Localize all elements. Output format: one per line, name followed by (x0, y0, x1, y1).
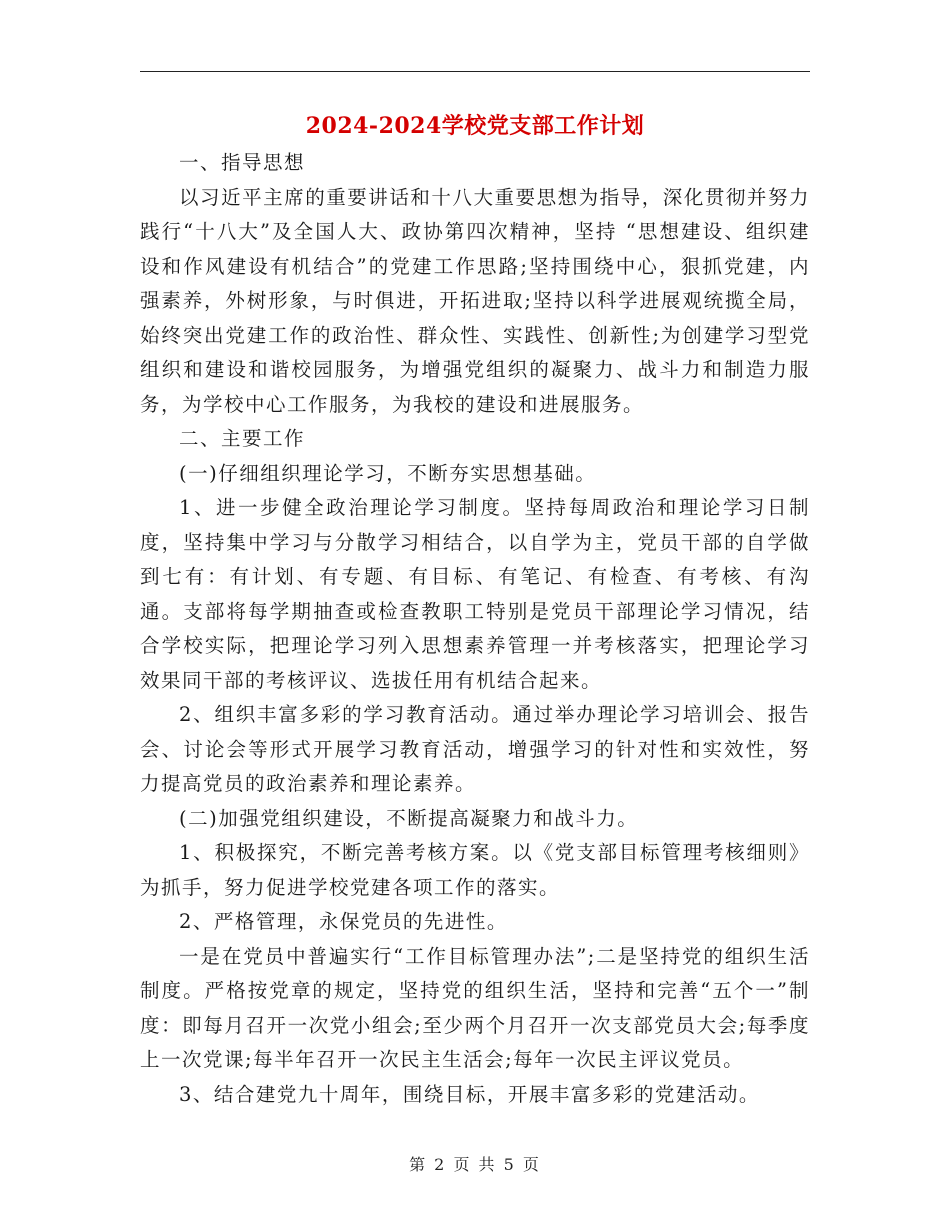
subheading: (二)加强党组织建设，不断提高凝聚力和战斗力。 (179, 806, 639, 830)
page-number: 第 2 页 共 5 页 (409, 1155, 541, 1174)
paragraph: 一是在党员中普遍实行“工作目标管理办法”;二是坚持党的组织生活制度。严格按党章的规定，坚持党的组织生活，坚持和完善“五个一”制度：即每月召开一次党小组会;至少两个月召开一次支部党员大会;每季度上一次党课;每半年召开一次民主生活会;每年一次民主评议党员。 (140, 944, 810, 1071)
paragraph: 2、严格管理，永保党员的先进性。 (179, 910, 508, 933)
paragraph: 1、积极探究，不断完善考核方案。以《党支部目标管理考核细则》为抓手，努力促进学校党建各项工作的落实。 (140, 841, 810, 899)
heading-guiding-thought: 一、指导思想 (179, 151, 306, 174)
paragraph: 1、进一步健全政治理论学习制度。坚持每周政治和理论学习日制度，坚持集中学习与分散学习相结合，以自学为主，党员干部的自学做到七有：有计划、有专题、有目标、有笔记、有检查、有考核、有沟通。支部将每学期抽查或检查教职工特别是党员干部理论学习情况，结合学校实际，把理论学习列入思想素养管理一并考核落实，把理论学习效果同干部的考核评议、选拔任用有机结合起来。 (140, 496, 810, 692)
paragraph: 3、结合建党九十周年，围绕目标，开展丰富多彩的党建活动。 (179, 1082, 760, 1106)
heading-main-work: 二、主要工作 (179, 427, 306, 450)
paragraph: 以习近平主席的重要讲话和十八大重要思想为指导，深化贯彻并努力践行“十八大”及全国人大、政协第四次精神，坚持 “思想建设、组织建设和作风建设有机结合”的党建工作思路;坚持围绕中心，狠抓党建，内强素养，外树形象，与时俱进，开拓进取;坚持以科学进展观统揽全局，始终突出党建工作的政治性、群众性、实践性、创新性;为创建学习型党组织和建设和谐校园服务，为增强党组织的凝聚力、战斗力和制造力服务，为学校中心工作服务，为我校的建设和进展服务。 (140, 185, 810, 416)
document-title: 2024-2024学校党支部工作计划 (305, 113, 645, 139)
subheading: (一)仔细组织理论学习，不断夯实思想基础。 (179, 461, 597, 485)
paragraph: 2、组织丰富多彩的学习教育活动。通过举办理论学习培训会、报告会、讨论会等形式开展学习教育活动，增强学习的针对性和实效性，努力提高党员的政治素养和理论素养。 (140, 703, 810, 795)
document-body (140, 146, 810, 1112)
header-rule (140, 71, 810, 72)
